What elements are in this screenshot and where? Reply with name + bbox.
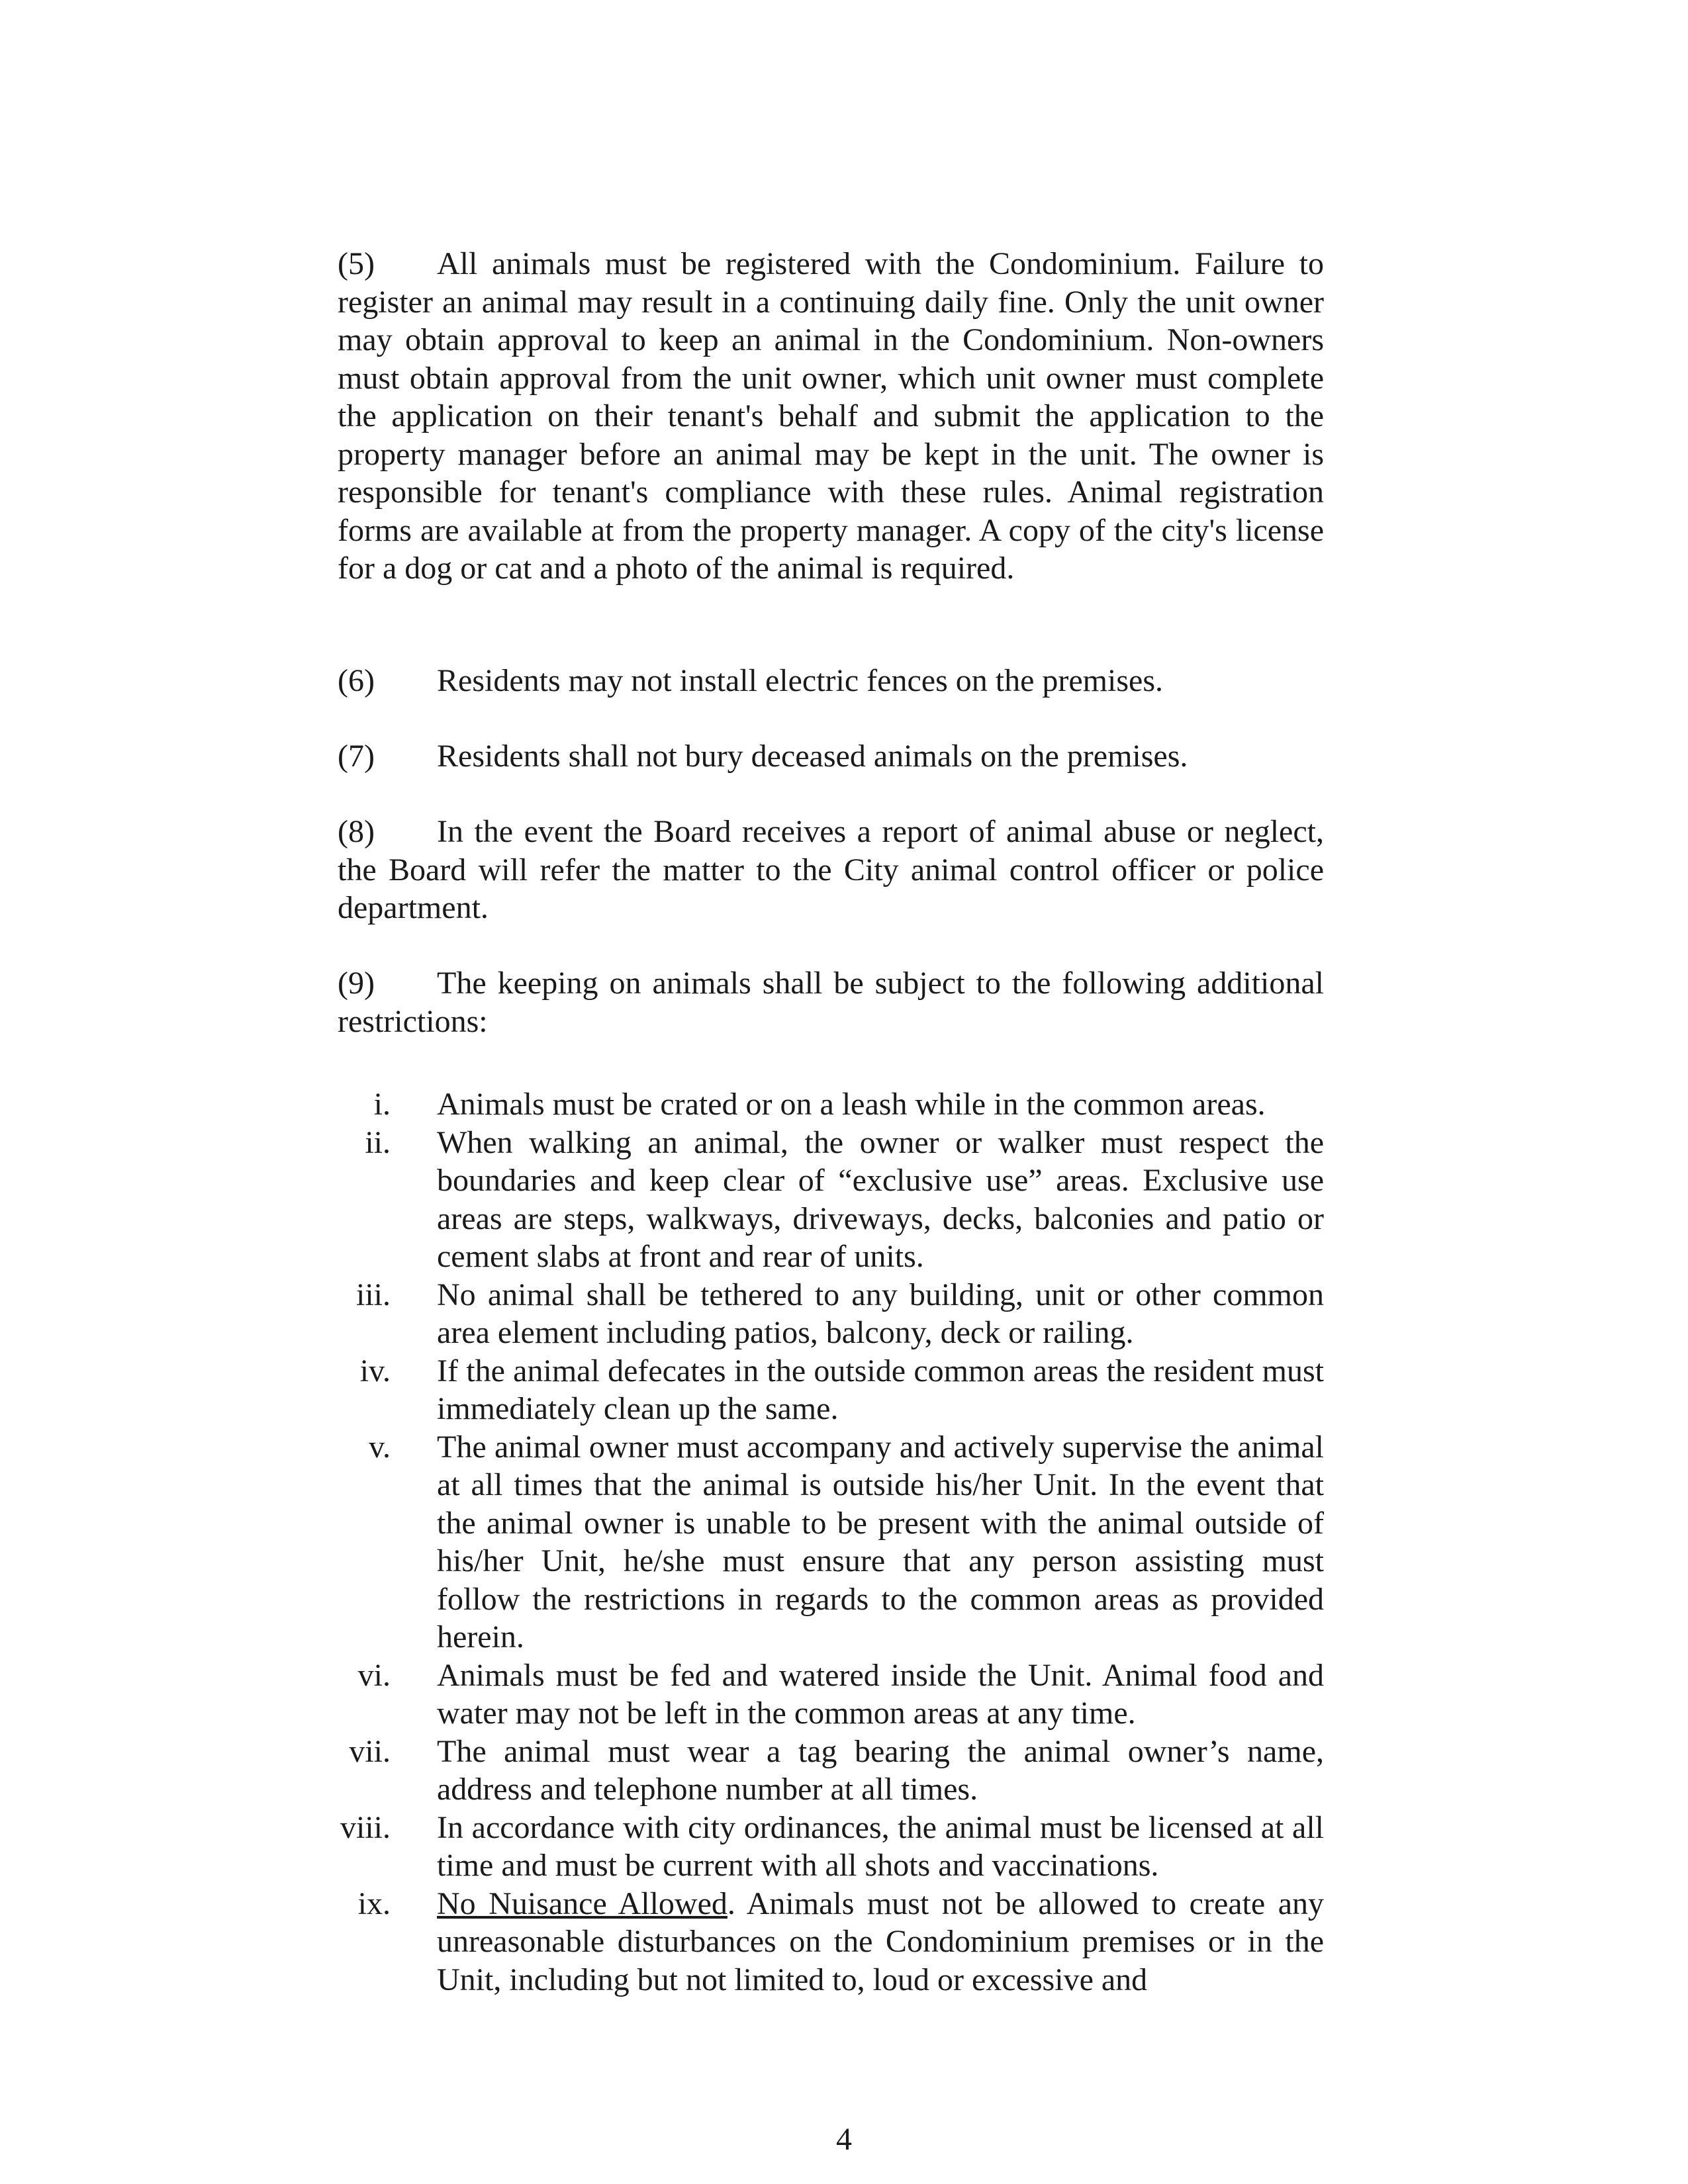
list-item-heading: No Nuisance Allowed xyxy=(437,1886,727,1921)
list-item xyxy=(338,1276,1324,1352)
list-marker: ii. xyxy=(365,1124,391,1160)
paragraph-number: (5) xyxy=(338,246,375,281)
list-item-text: The animal owner must accompany and actively supervise the animal at all times that the animal is outside his/her Unit. In the event that the animal owner is unable to be present with the animal outside of his/her Unit, he/she must ensure that any person assisting must follow the restrictions in regards to the common areas as provided herein. xyxy=(437,1429,1324,1655)
list-marker: ix. xyxy=(357,1886,391,1921)
paragraph-number: (7) xyxy=(338,739,375,774)
list-item xyxy=(338,1428,1324,1657)
paragraph-text: All animals must be registered with the Condominium. Failure to register an animal may result in a continuing daily fine. Only the unit owner may obtain approval to keep an animal in the Condominium. Non-owners must obtain approval from the unit owner, which unit owner must complete the application on their tenant's behalf and submit the application to the property manager before an animal may be kept in the unit. The owner is responsible for tenant's compliance with these rules. Animal registration forms are available at from the property manager. A copy of the city's license for a dog or cat and a photo of the animal is required. xyxy=(338,246,1324,586)
paragraph-text: In the event the Board receives a report of animal abuse or neglect, the Board will refer the matter to the City animal control officer or police department. xyxy=(338,814,1324,925)
paragraph-number: (8) xyxy=(338,814,375,849)
paragraph-text: Residents may not install electric fences on the premises. xyxy=(437,663,1164,698)
page-number: 4 xyxy=(836,2122,852,2157)
paragraph-text: Residents shall not bury deceased animals on the premises. xyxy=(437,739,1188,774)
paragraph-5 xyxy=(338,245,1324,588)
list-item-text: Animals must be fed and watered inside the Unit. Animal food and water may not be left in the common areas at any time. xyxy=(437,1657,1324,1731)
list-item-text: No animal shall be tethered to any building, unit or other common area element including patios, balcony, deck or railing. xyxy=(437,1277,1324,1350)
paragraph-text: The keeping on animals shall be subject to the following additional restrictions: xyxy=(338,966,1324,1039)
list-item-text: If the animal defecates in the outside common areas the resident must immediately clean up the same. xyxy=(437,1353,1324,1426)
list-marker: vii. xyxy=(349,1733,391,1769)
list-item xyxy=(338,1124,1324,1276)
paragraph-number: (6) xyxy=(338,663,375,698)
list-item-text: Animals must be crated or on a leash while in the common areas. xyxy=(437,1087,1266,1122)
paragraph-6 xyxy=(338,662,1324,700)
list-item xyxy=(338,1085,1324,1124)
list-item-text: In accordance with city ordinances, the animal must be licensed at all time and must be current with all shots and vaccinations. xyxy=(437,1809,1324,1883)
list-item-text: When walking an animal, the owner or walker must respect the boundaries and keep clear of “exclusive use” areas. Exclusive use areas are steps, walkways, driveways, decks, balconies and patio or cement slabs at front and rear of units. xyxy=(437,1124,1324,1274)
paragraph-8 xyxy=(338,813,1324,927)
list-marker: viii. xyxy=(340,1809,391,1845)
list-marker: iii. xyxy=(355,1277,391,1312)
list-item xyxy=(338,1809,1324,1885)
restrictions-list xyxy=(338,1085,1324,1999)
list-marker: v. xyxy=(369,1429,391,1465)
paragraph-number: (9) xyxy=(338,966,375,1001)
paragraph-7 xyxy=(338,737,1324,776)
list-marker: iv. xyxy=(359,1353,391,1388)
list-item-text: The animal must wear a tag bearing the animal owner’s name, address and telephone number at all times. xyxy=(437,1733,1324,1807)
list-marker: vi. xyxy=(357,1657,391,1693)
list-item xyxy=(338,1733,1324,1809)
list-item-text: . Animals must not be allowed to create any unreasonable disturbances on the Condominium premises or in the Unit, including but not limited to, loud or excessive and xyxy=(437,1886,1324,1997)
list-item xyxy=(338,1657,1324,1733)
paragraph-9 xyxy=(338,964,1324,1040)
list-item xyxy=(338,1352,1324,1428)
list-marker: i. xyxy=(373,1087,391,1122)
list-item xyxy=(338,1885,1324,1999)
